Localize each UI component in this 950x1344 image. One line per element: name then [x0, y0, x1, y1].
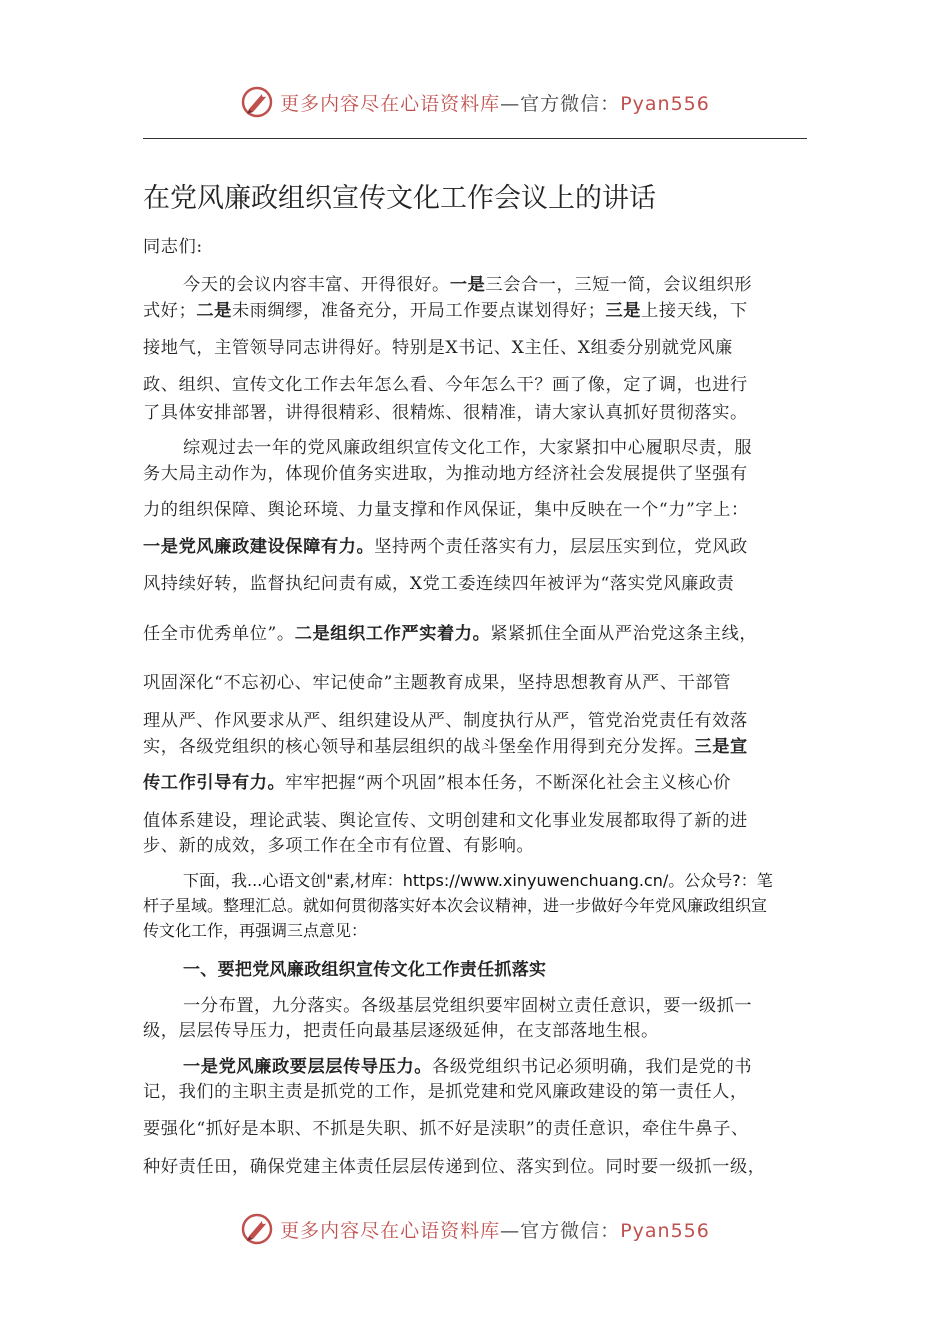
p4-line-1: 一分布置，九分落实。各级基层党组织要牢固树立责任意识，要一级抓一: [183, 996, 753, 1016]
p5-line-2: 记，我们的主职主责是抓党的工作，是抓党建和党风廉政建设的第一责任人，: [143, 1082, 748, 1102]
p2-line-7: 巩固深化“不忘初心、牢记使命”主题教育成果，坚持思想教育从严、干部管: [143, 673, 731, 693]
p5-line-3: 要强化“抓好是本职、不抓是失职、抓不好是渎职”的责任意识，牵住牛鼻子、: [143, 1119, 749, 1139]
footer-banner-separator: —: [500, 1219, 521, 1242]
banner-title: 更多内容尽在心语资料库: [280, 92, 501, 115]
p1-line-3: 接地气，主管领导同志讲得好。特别是X书记、X主任、X组委分别就党风廉: [143, 338, 733, 358]
footer-banner-wechat-id: Pyan556: [620, 1219, 710, 1242]
footer-banner-wechat-label: 官方微信：: [520, 1219, 621, 1242]
p2-line-3: 力的组织保障、舆论环境、力量支撑和作风保证，集中反映在一个“力”字上：: [143, 500, 749, 520]
banner-text: [280, 89, 710, 116]
p2-line-6: 任全市优秀单位”。二是组织工作严实着力。紧紧抓住全面从严治党这条主线，: [143, 624, 758, 644]
p3-line-1: 下面，我...心语文创"素,材库：https://www.xinyuwenchuang.cn/。公众号?：笔: [183, 871, 773, 890]
section-heading-1: 一、要把党风廉政组织宣传文化工作责任抓落实: [183, 960, 547, 980]
p2-line-11: 值体系建设，理论武装、舆论宣传、文明创建和文化事业发展都取得了新的进: [143, 811, 748, 831]
p2-line-12: 步、新的成效，多项工作在全市有位置、有影响。: [143, 836, 535, 856]
p2-line-10: 传工作引导有力。牢牢把握“两个巩固”根本任务，不断深化社会主义核心价: [143, 773, 731, 793]
banner-separator: —: [500, 92, 521, 115]
p1-line-2: 式好；二是未雨绸缪，准备充分，开局工作要点谋划得好；三是上接天线，下: [143, 301, 748, 321]
p1-line-4: 政、组织、宣传文化工作去年怎么看、今年怎么干？画了像，定了调，也进行: [143, 375, 748, 395]
p5-line-1: 一是党风廉政要层层传导压力。各级党组织书记必须明确，我们是党的书: [183, 1057, 753, 1077]
p5-line-4: 种好责任田，确保党建主体责任层层传递到位、落实到位。同时要一级抓一级，: [143, 1157, 766, 1177]
p2-line-8: 理从严、作风要求从严、组织建设从严、制度执行从严，管党治党责任有效落: [143, 711, 748, 731]
p1-line-5: 了具体安排部署，讲得很精彩、很精炼、很精准，请大家认真抓好贯彻落实。: [143, 403, 748, 423]
p3-line-3: 传文化工作，再强调三点意见：: [143, 921, 368, 940]
footer-banner-text: [280, 1216, 710, 1243]
p4-line-2: 级，层层传导压力，把责任向最基层逐级延伸，在支部落地生根。: [143, 1021, 659, 1041]
p2-line-9: 实，各级党组织的核心领导和基层组织的战斗堡垒作用得到充分发挥。三是宣: [143, 737, 748, 757]
banner-wechat-id: Pyan556: [620, 92, 710, 115]
footer-banner: [0, 1209, 950, 1249]
p2-line-1: 综观过去一年的党风廉政组织宣传文化工作，大家紧扣中心履职尽责，服: [183, 438, 753, 458]
header-banner: [0, 82, 950, 122]
p3-line-2: 杆子星域。整理汇总。就如何贯彻落实好本次会议精神，进一步做好今年党风廉政组织宣: [143, 896, 768, 915]
p2-line-5: 风持续好转，监督执纪问责有威，X党工委连续四年被评为“落实党风廉政责: [143, 574, 735, 594]
greeting: 同志们:: [143, 237, 203, 257]
pen-circle-logo-icon: [240, 85, 274, 119]
footer-banner-title: 更多内容尽在心语资料库: [280, 1219, 501, 1242]
banner-wechat-label: 官方微信：: [520, 92, 621, 115]
p1-line-1: 今天的会议内容丰富、开得很好。一是三会合一，三短一简，会议组织形: [183, 275, 753, 295]
document-title: 在党风廉政组织宣传文化工作会议上的讲话: [143, 183, 656, 214]
p2-line-2: 务大局主动作为，体现价值务实进取，为推动地方经济社会发展提供了坚强有: [143, 464, 748, 484]
header-rule: [143, 138, 807, 139]
pen-circle-logo-icon: [240, 1212, 274, 1246]
p2-line-4: 一是党风廉政建设保障有力。坚持两个责任落实有力，层层压实到位，党风政: [143, 537, 748, 557]
